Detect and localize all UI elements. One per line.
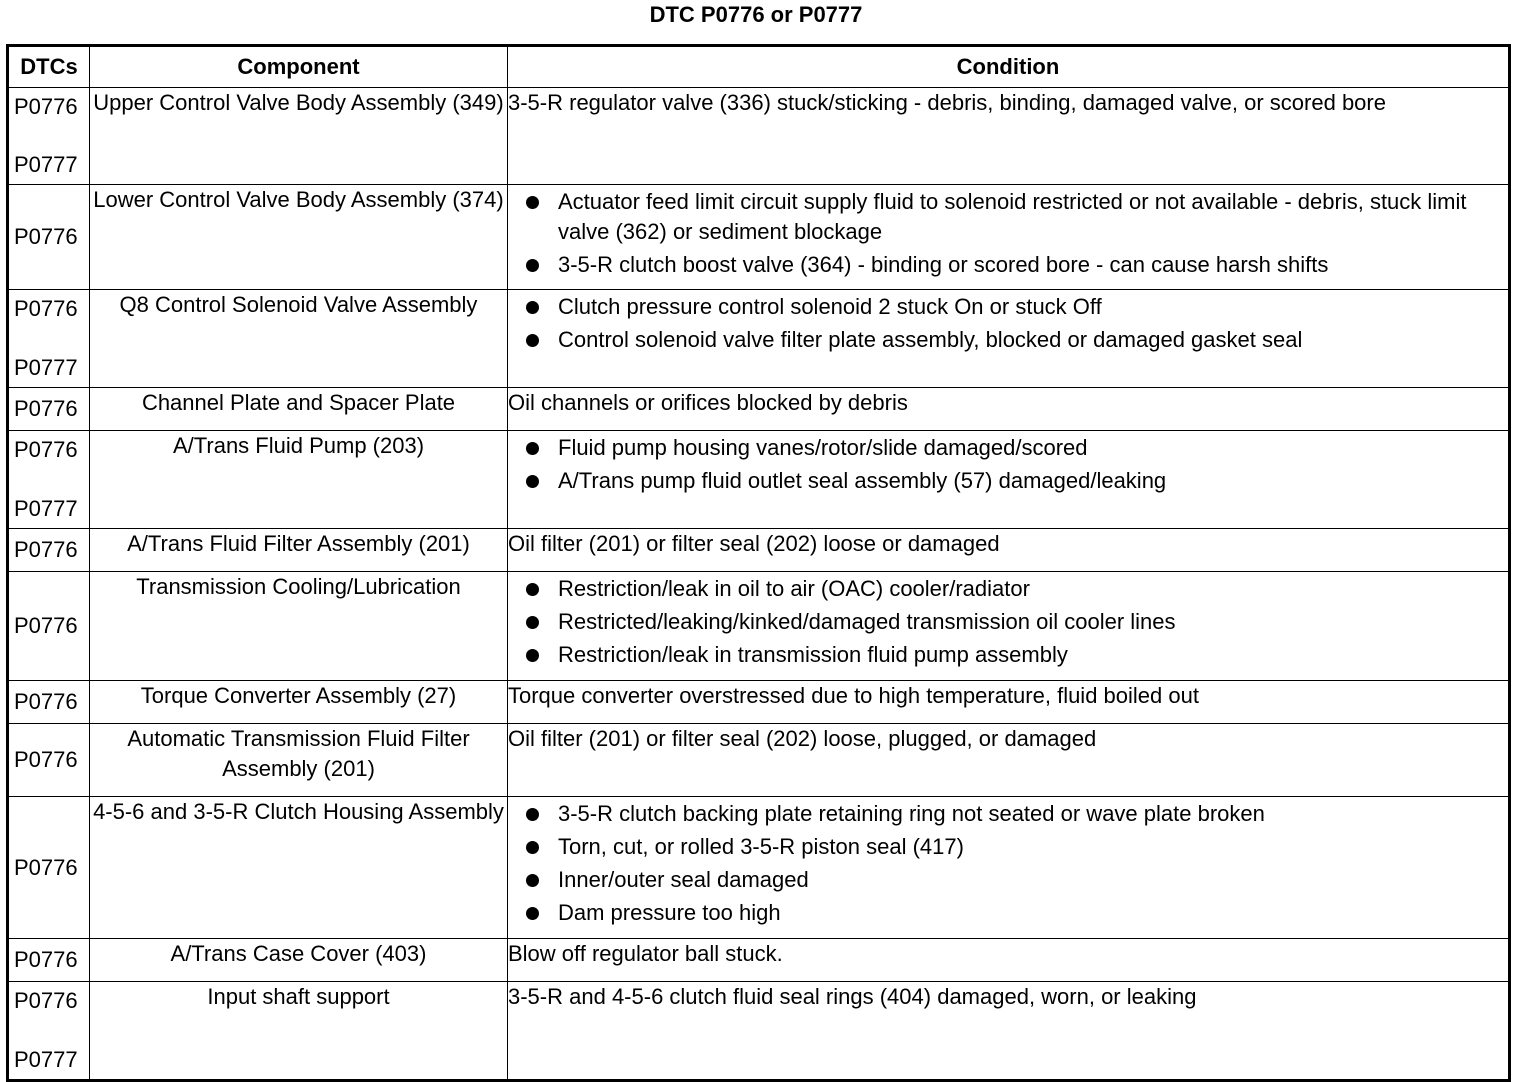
dtc-code: P0776	[14, 437, 78, 462]
table-row	[8, 185, 1510, 290]
condition-list-item	[508, 832, 1508, 862]
condition-text: Dam pressure too high	[558, 900, 781, 925]
condition-text: Oil filter (201) or filter seal (202) loose or damaged	[508, 531, 1000, 556]
component-cell: Channel Plate and Spacer Plate	[90, 388, 508, 431]
condition-text: Inner/outer seal damaged	[558, 867, 809, 892]
condition-cell	[508, 797, 1510, 939]
condition-list-item	[508, 250, 1508, 280]
dtc-table	[6, 44, 1511, 1082]
component-cell: Automatic Transmission Fluid Filter Assembly (201)	[90, 724, 508, 797]
condition-list	[508, 574, 1508, 670]
dtc-code: P0776	[14, 613, 78, 638]
condition-list-item	[508, 865, 1508, 895]
condition-cell	[508, 572, 1510, 681]
condition-text: 3-5-R clutch boost valve (364) - binding or scored bore - can cause harsh shifts	[558, 252, 1329, 277]
condition-text: Oil channels or orifices blocked by debris	[508, 390, 908, 415]
dtc-code: P0776	[14, 94, 78, 119]
condition-list-item	[508, 799, 1508, 829]
header-row	[8, 46, 1510, 88]
table-row	[8, 681, 1510, 724]
component-cell: A/Trans Fluid Filter Assembly (201)	[90, 529, 508, 572]
condition-list-item	[508, 433, 1508, 463]
header-condition: Condition	[508, 46, 1510, 88]
bullet-icon	[526, 841, 539, 854]
dtc-code: P0776	[14, 296, 78, 321]
dtc-code: P0777	[14, 355, 78, 380]
table-row	[8, 431, 1510, 529]
table-row	[8, 939, 1510, 982]
dtc-code: P0776	[14, 854, 78, 880]
bullet-icon	[526, 301, 539, 314]
table-row	[8, 388, 1510, 431]
dtc-cell	[8, 388, 90, 431]
dtc-cell	[8, 572, 90, 681]
table-row	[8, 290, 1510, 388]
condition-cell	[508, 939, 1510, 982]
condition-list	[508, 433, 1508, 496]
dtc-code: P0776	[14, 396, 78, 421]
component-cell: Q8 Control Solenoid Valve Assembly	[90, 290, 508, 388]
condition-cell	[508, 88, 1510, 185]
dtc-cell	[8, 797, 90, 939]
condition-text: Actuator feed limit circuit supply fluid to solenoid restricted or not available - debris, stuck limit valve (362) or sediment blockage	[558, 189, 1467, 244]
dtc-cell	[8, 724, 90, 797]
condition-text: Torn, cut, or rolled 3-5-R piston seal (417)	[558, 834, 964, 859]
dtc-cell	[8, 290, 90, 388]
condition-text: 3-5-R and 4-5-6 clutch fluid seal rings (404) damaged, worn, or leaking	[508, 984, 1197, 1009]
condition-list-item	[508, 187, 1508, 247]
condition-list	[508, 292, 1508, 355]
table-row	[8, 724, 1510, 797]
dtc-cell	[8, 939, 90, 982]
condition-list-item	[508, 640, 1508, 670]
dtc-code: P0776	[14, 224, 78, 249]
component-cell: A/Trans Case Cover (403)	[90, 939, 508, 982]
condition-list-item	[508, 574, 1508, 604]
table-row	[8, 88, 1510, 185]
condition-cell	[508, 431, 1510, 529]
condition-text: A/Trans pump fluid outlet seal assembly (57) damaged/leaking	[558, 468, 1167, 493]
condition-list-item	[508, 898, 1508, 928]
condition-list-item	[508, 292, 1508, 322]
component-cell: Torque Converter Assembly (27)	[90, 681, 508, 724]
condition-text: Oil filter (201) or filter seal (202) loose, plugged, or damaged	[508, 726, 1097, 751]
bullet-icon	[526, 649, 539, 662]
dtc-cell	[8, 982, 90, 1081]
condition-cell	[508, 982, 1510, 1081]
table-row	[8, 982, 1510, 1081]
table-row	[8, 797, 1510, 939]
dtc-code: P0776	[14, 689, 78, 714]
condition-cell	[508, 529, 1510, 572]
condition-list-item	[508, 607, 1508, 637]
bullet-icon	[526, 808, 539, 821]
condition-text: Fluid pump housing vanes/rotor/slide damaged/scored	[558, 435, 1088, 460]
dtc-code: P0777	[14, 1047, 78, 1072]
condition-text: Restriction/leak in oil to air (OAC) cooler/radiator	[558, 576, 1030, 601]
dtc-code: P0776	[14, 747, 78, 772]
bullet-icon	[526, 196, 539, 209]
condition-text: Torque converter overstressed due to high temperature, fluid boiled out	[508, 683, 1199, 708]
condition-text: 3-5-R clutch backing plate retaining ring not seated or wave plate broken	[558, 801, 1265, 826]
bullet-icon	[526, 616, 539, 629]
header-dtcs: DTCs	[8, 46, 90, 88]
dtc-code: P0776	[14, 947, 78, 972]
dtc-code: P0777	[14, 152, 78, 177]
condition-text: Clutch pressure control solenoid 2 stuck On or stuck Off	[558, 294, 1102, 319]
condition-list	[508, 187, 1508, 280]
bullet-icon	[526, 442, 539, 455]
bullet-icon	[526, 583, 539, 596]
condition-cell	[508, 724, 1510, 797]
condition-cell	[508, 185, 1510, 290]
dtc-code: P0776	[14, 988, 78, 1013]
bullet-icon	[526, 334, 539, 347]
condition-list	[508, 799, 1508, 928]
condition-text: Restriction/leak in transmission fluid pump assembly	[558, 642, 1068, 667]
dtc-cell	[8, 529, 90, 572]
dtc-cell	[8, 88, 90, 185]
dtc-cell	[8, 681, 90, 724]
bullet-icon	[526, 259, 539, 272]
dtc-cell	[8, 431, 90, 529]
condition-text: Control solenoid valve filter plate assembly, blocked or damaged gasket seal	[558, 327, 1303, 352]
dtc-code: P0776	[14, 537, 78, 562]
condition-cell	[508, 388, 1510, 431]
condition-list-item	[508, 325, 1508, 355]
component-cell: 4-5-6 and 3-5-R Clutch Housing Assembly	[90, 797, 508, 939]
condition-text: Restricted/leaking/kinked/damaged transmission oil cooler lines	[558, 609, 1176, 634]
component-cell: Transmission Cooling/Lubrication	[90, 572, 508, 681]
condition-list-item	[508, 466, 1508, 496]
dtc-code: P0777	[14, 496, 78, 521]
condition-cell	[508, 290, 1510, 388]
table-row	[8, 572, 1510, 681]
table-row	[8, 529, 1510, 572]
bullet-icon	[526, 475, 539, 488]
condition-text: Blow off regulator ball stuck.	[508, 941, 783, 966]
condition-cell	[508, 681, 1510, 724]
component-cell: Lower Control Valve Body Assembly (374)	[90, 185, 508, 290]
component-cell: Input shaft support	[90, 982, 508, 1081]
component-cell: Upper Control Valve Body Assembly (349)	[90, 88, 508, 185]
component-cell: A/Trans Fluid Pump (203)	[90, 431, 508, 529]
table-title: DTC P0776 or P0777	[649, 2, 863, 27]
bullet-icon	[526, 907, 539, 920]
dtc-cell	[8, 185, 90, 290]
condition-text: 3-5-R regulator valve (336) stuck/sticking - debris, binding, damaged valve, or scored bore	[508, 90, 1386, 115]
bullet-icon	[526, 874, 539, 887]
header-component: Component	[90, 46, 508, 88]
